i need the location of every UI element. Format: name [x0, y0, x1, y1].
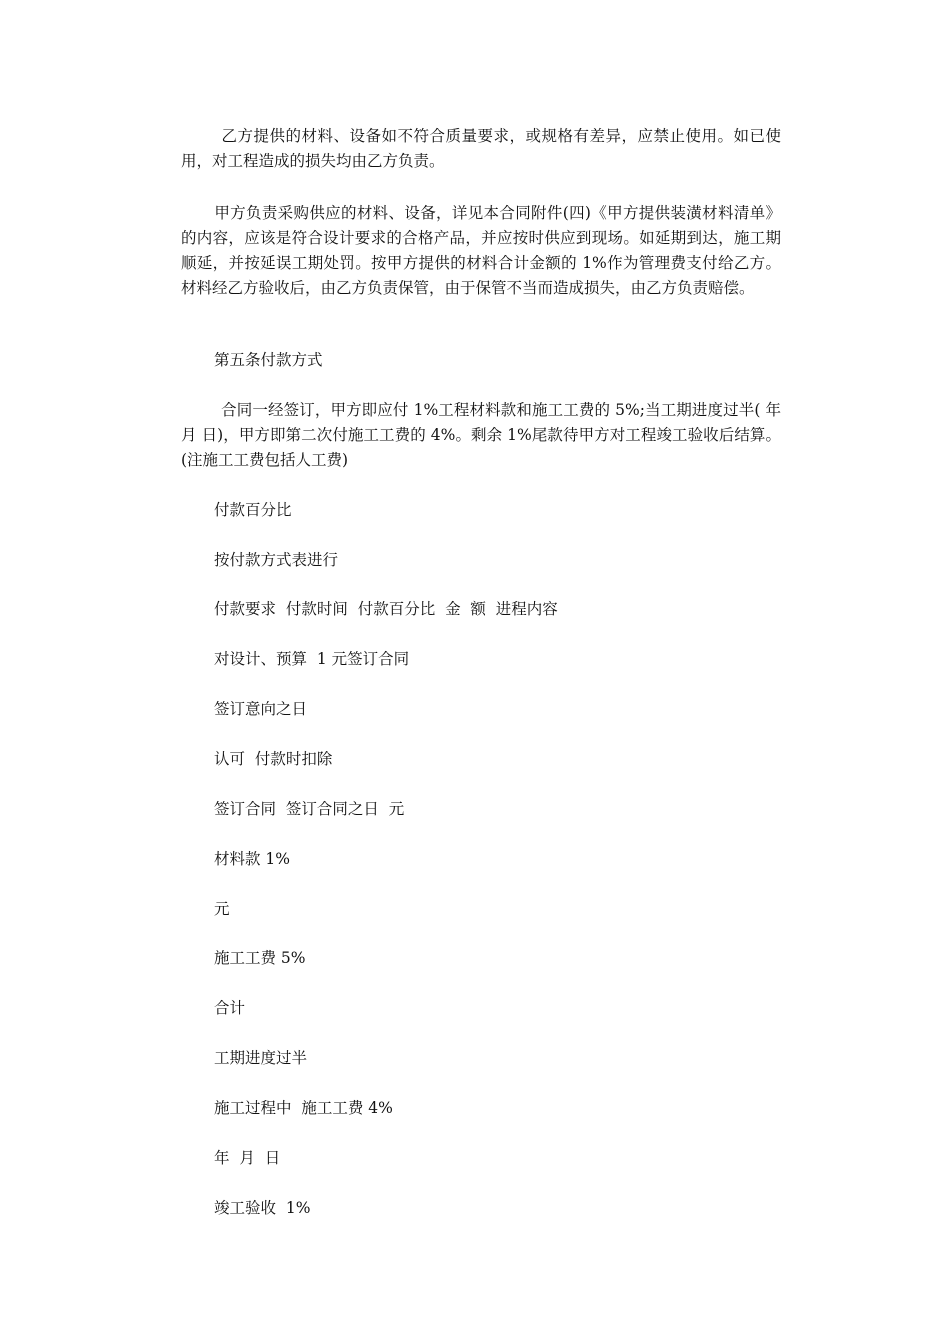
line-completion-acceptance: 竣工验收 1% — [214, 1199, 311, 1217]
line-payment-table-note: 按付款方式表进行 — [214, 551, 339, 569]
line-construction-fee: 施工工费 5% — [214, 949, 306, 967]
line-table-header: 付款要求 付款时间 付款百分比 金 额 进程内容 — [214, 600, 558, 618]
section-heading-payment-method: 第五条付款方式 — [214, 351, 323, 369]
line-intent-date: 签订意向之日 — [214, 700, 308, 718]
line-design-budget: 对设计、预算 1 元签订合同 — [214, 650, 410, 668]
line-yuan: 元 — [214, 900, 230, 918]
line-approval-deduct: 认可 付款时扣除 — [214, 750, 333, 768]
paragraph-material-quality: 乙方提供的材料、设备如不符合质量要求，或规格有差异，应禁止使用。如已使用，对工程造成的损失均由乙方负责。 — [181, 127, 781, 170]
line-progress-half: 工期进度过半 — [214, 1049, 308, 1067]
line-date: 年 月 日 — [214, 1149, 281, 1167]
line-total: 合计 — [214, 999, 246, 1017]
line-sign-contract: 签订合同 签订合同之日 元 — [214, 800, 405, 818]
line-during-construction: 施工过程中 施工工费 4% — [214, 1099, 393, 1117]
paragraph-party-a-supply: 甲方负责采购供应的材料、设备，详见本合同附件(四)《甲方提供装潢材料清单》的内容，应该是符合设计要求的合格产品，并应按时供应到现场。如延期到达，施工期顺延，并按延误工期处罚。按甲方提供的材料合计金额的 1%作为管理费支付给乙方。材料经乙方验收后，由乙方负责保管，由于保管不当而造成损失，由乙方负责赔偿。 — [181, 204, 781, 297]
line-material-fee: 材料款 1% — [214, 850, 291, 868]
paragraph-payment-terms: 合同一经签订，甲方即应付 1%工程材料款和施工工费的 5%;当工期进度过半( 年 月 日)，甲方即第二次付施工工费的 4%。剩余 1%尾款待甲方对工程竣工验收后结算。(注施工工费包括人工费) — [181, 401, 781, 469]
line-payment-percentage: 付款百分比 — [214, 501, 292, 519]
